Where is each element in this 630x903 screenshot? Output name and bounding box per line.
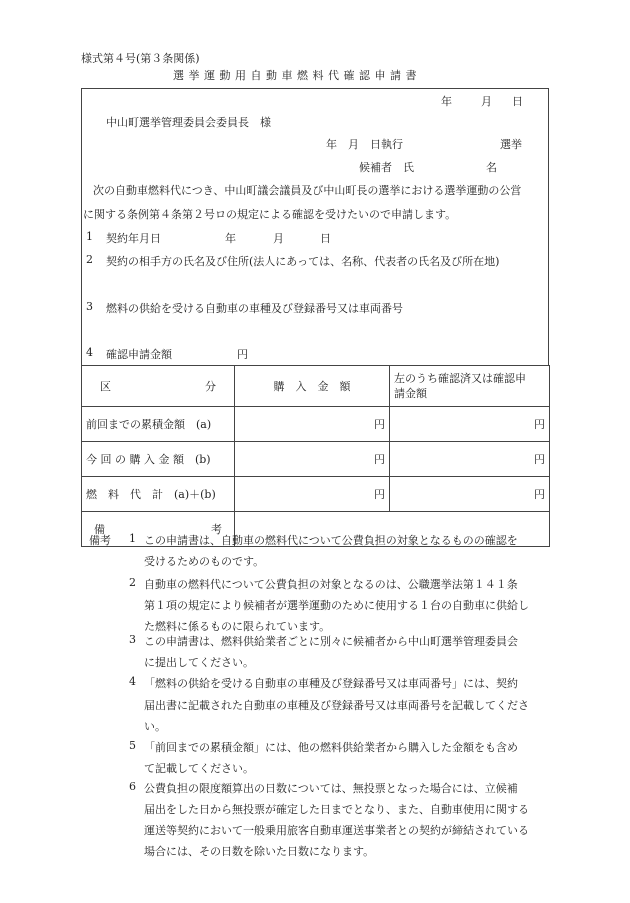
confirmed-amount-cell[interactable]: 円 — [390, 407, 550, 442]
note-2-line-1: 自動車の燃料代について公費負担の対象となるのは、公職選挙法第１４１条 — [144, 578, 518, 591]
note-2-line-2: 第１項の規定により候補者が選挙運動のために使用する１台の自動車に供給し — [144, 599, 529, 612]
table-header-row — [82, 366, 550, 407]
row-label: 今 回 の 購 入 金 額 (b) — [82, 442, 235, 477]
note-6-line-1: 公費負担の限度額算出の日数については、無投票となった場合には、立候補 — [144, 782, 518, 795]
note-1-line-1: この申請書は、自動車の燃料代について公費負担の対象となるものの確認を — [144, 534, 518, 547]
election-date: 年 月 日執行 — [326, 138, 403, 151]
addressee: 中山町選挙管理委員会委員長 様 — [106, 116, 271, 129]
note-5-line-2: て記載してください。 — [144, 762, 254, 775]
item-1-year: 年 — [225, 232, 236, 245]
header-category-b: 分 — [205, 380, 216, 393]
note-3-line-2: に提出してください。 — [144, 656, 254, 669]
row-label: 前回までの累積金額 (a) — [82, 407, 235, 442]
note-6-line-4: 場合には、その日数を除いた日数になります。 — [144, 845, 375, 858]
header-category-a: 区 — [100, 380, 111, 393]
item-3-label: 燃料の供給を受ける自動車の車種及び登録番号又は車両番号 — [106, 302, 403, 315]
item-2-label: 契約の相手方の氏名及び住所(法人にあっては、名称、代表者の氏名及び所在地) — [106, 255, 500, 268]
candidate-name-label: 候補者 氏 — [359, 161, 414, 174]
item-1-month: 月 — [273, 232, 284, 245]
body-line-1: 次の自動車燃料代につき、中山町議会議員及び中山町長の選挙における選挙運動の公営 — [93, 184, 522, 197]
notes-heading: 備考 — [89, 534, 111, 547]
item-4-unit: 円 — [237, 348, 248, 361]
row-label: 燃 料 代 計 (a)＋(b) — [82, 477, 235, 512]
table-row — [82, 407, 550, 442]
header-purchase-amount: 購 入 金 額 — [235, 366, 390, 407]
page-title: 選 挙 運 動 用 自 動 車 燃 料 代 確 認 申 請 書 — [173, 69, 417, 82]
note-3-num: 3 — [129, 633, 136, 646]
item-3-num: 3 — [86, 300, 93, 313]
header-confirmed-amount — [390, 366, 550, 407]
confirmed-amount-cell[interactable]: 円 — [390, 477, 550, 512]
header-confirmed-line-2: 請金額 — [394, 387, 427, 400]
note-4-num: 4 — [129, 675, 136, 688]
election-name: 選挙 — [500, 138, 522, 151]
table-row — [82, 477, 550, 512]
purchase-amount-cell[interactable]: 円 — [235, 407, 390, 442]
note-5-num: 5 — [129, 739, 136, 752]
item-4-label: 確認申請金額 — [106, 348, 172, 361]
item-1-day: 日 — [320, 232, 331, 245]
table-row — [82, 442, 550, 477]
item-4-num: 4 — [86, 346, 93, 359]
form-code: 様式第４号(第３条関係) — [81, 52, 200, 65]
header-category — [82, 366, 235, 407]
remarks-label-a: 備 — [94, 523, 105, 536]
date-year: 年 — [441, 95, 452, 108]
date-day: 日 — [512, 95, 523, 108]
note-1-num: 1 — [129, 532, 136, 545]
note-6-line-3: 運送等契約において一般乗用旅客自動車運送事業者との契約が締結されている — [144, 824, 529, 837]
body-line-2: に関する条例第４条第２号ロの規定による確認を受けたいので申請します。 — [83, 208, 457, 221]
note-4-line-3: い。 — [144, 720, 166, 733]
note-1-line-2: 受けるためのものです。 — [144, 555, 265, 568]
amount-table — [81, 365, 550, 547]
note-6-line-2: 届出をした日から無投票が確定した日までとなり、また、自動車使用に関する — [144, 803, 529, 816]
note-3-line-1: この申請書は、燃料供給業者ごとに別々に候補者から中山町選挙管理委員会 — [144, 635, 518, 648]
remarks-label-b: 考 — [211, 523, 222, 536]
note-6-num: 6 — [129, 780, 136, 793]
note-5-line-1: 「前回までの累積金額」には、他の燃料供給業者から購入した金額をも含め — [144, 741, 518, 754]
note-2-line-3: た燃料に係るものに限られています。 — [144, 620, 331, 633]
header-confirmed-line-1: 左のうち確認済又は確認申 — [394, 372, 526, 385]
confirmed-amount-cell[interactable]: 円 — [390, 442, 550, 477]
purchase-amount-cell[interactable]: 円 — [235, 477, 390, 512]
candidate-name-mei: 名 — [486, 161, 497, 174]
item-2-num: 2 — [86, 253, 93, 266]
date-month: 月 — [481, 95, 492, 108]
purchase-amount-cell[interactable]: 円 — [235, 442, 390, 477]
note-2-num: 2 — [129, 576, 136, 589]
note-4-line-1: 「燃料の供給を受ける自動車の車種及び登録番号又は車両番号」には、契約 — [144, 677, 518, 690]
note-4-line-2: 届出書に記載された自動車の車種及び登録番号又は車両番号を記載してくださ — [144, 699, 529, 712]
item-1-label: 契約年月日 — [106, 232, 161, 245]
item-1-num: 1 — [86, 230, 93, 243]
